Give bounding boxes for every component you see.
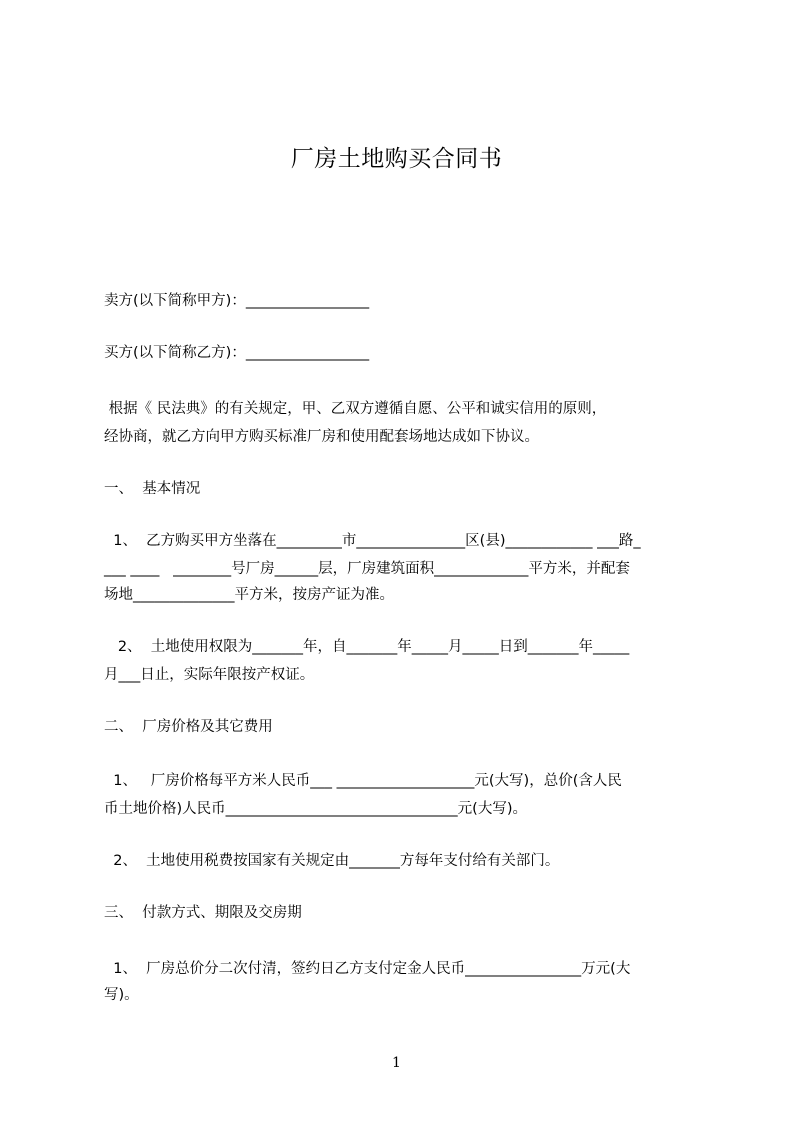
section-2-heading: 二、 厂房价格及其它费用 [104, 719, 273, 735]
section-3-heading: 三、 付款方式、期限及交房期 [104, 905, 302, 921]
section-1-item-2-line-1: 2、 土地使用权限为_______年，自_______年_____月_____日到_______年_____ [104, 639, 630, 655]
section-2-item-1-line-2: 币土地价格)人民币________________________________元(大写)。 [104, 801, 527, 817]
section-1-item-1-line-3: 场地______________平方米，按房产证为准。 [104, 587, 394, 603]
section-2-item-1-line-1: 1、 厂房价格每平方米人民币___ ___________________元(大写)，总价(含人民 [104, 773, 622, 789]
document-title: 厂房土地购买合同书 [290, 146, 503, 172]
seller-line: 卖方(以下简称甲方)：_________________ [104, 293, 370, 309]
section-1-item-1-line-2: ___ ____ ________号厂房______层，厂房建筑面积_____________平方米，并配套 [104, 561, 630, 577]
section-3-item-1-line-1: 1、 厂房总价分二次付清，签约日乙方支付定金人民币________________万元(大 [104, 961, 631, 977]
section-2-item-2-line-1: 2、 土地使用税费按国家有关规定由_______方每年支付给有关部门。 [104, 853, 560, 869]
page-number: 1 [392, 1055, 401, 1071]
intro-line-1: 根据《 民法典》的有关规定，甲、乙双方遵循自愿、公平和诚实信用的原则， [104, 401, 607, 417]
section-3-item-1-line-2: 写)。 [104, 987, 139, 1003]
section-1-item-1-line-1: 1、 乙方购买甲方坐落在_________市_______________区(县)____________ ___路_ [104, 533, 641, 549]
section-1-heading: 一、 基本情况 [104, 481, 201, 497]
intro-line-2: 经协商，就乙方向甲方购买标准厂房和使用配套场地达成如下协议。 [104, 429, 539, 445]
buyer-line: 买方(以下简称乙方)：_________________ [104, 345, 370, 361]
section-1-item-2-line-2: 月___日止，实际年限按产权证。 [104, 667, 315, 683]
